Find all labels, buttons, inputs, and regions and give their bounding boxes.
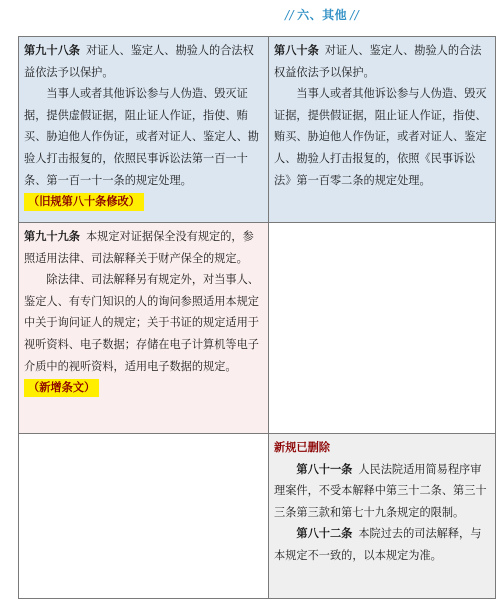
table-row (19, 434, 496, 599)
article-text: 本规定对证据保全没有规定的，参照适用法律、司法解释关于财产保全的规定。 (24, 230, 254, 265)
table-row (19, 37, 496, 223)
new-rule-cell (19, 37, 269, 223)
table-row (19, 223, 496, 434)
section-title: 六、其他 (297, 8, 348, 22)
empty-cell (19, 434, 269, 599)
decor-slash-right: // (350, 8, 360, 22)
article-paragraph: 除法律、司法解释另有规定外，对当事人、鉴定人、有专门知识的人的询问参照适用本规定中关于询问证人的规定；关于书证的规定适用于视听资料、电子数据；存储在电子计算机等电子介质中的视听资料，适用电子数据的规定。 (24, 273, 259, 373)
deleted-title: 新规已删除 (274, 441, 330, 454)
article-number: 第九十九条 (24, 230, 80, 243)
revision-tag: （旧规第八十条修改） (24, 193, 144, 211)
section-title-wrap (282, 6, 362, 23)
deleted-rule-cell (269, 434, 496, 599)
article-number: 第八十一条 (296, 462, 353, 476)
article-paragraph: 当事人或者其他诉讼参与人伪造、毁灭证据，提供虚假证据，阻止证人作证，指使、贿买、胁迫他人作伪证，或者对证人、鉴定人、勘验人打击报复的，依照民事诉讼法第一百一十条、第一百一十一条的规定处理。 (24, 87, 259, 187)
article-text: 本院过去的司法解释，与本规定不一致的，以本规定为准。 (274, 527, 482, 562)
new-article-tag: （新增条文） (24, 379, 99, 397)
article-text: 人民法院适用简易程序审理案件，不受本解释中第三十二条、第三十三条第三款和第七十九条规定的限制。 (274, 462, 487, 519)
article-text: 对证人、鉴定人、勘验人的合法权益依法予以保护。 (274, 44, 482, 79)
section-header (0, 0, 502, 30)
new-rule-cell (19, 223, 269, 434)
decor-slash-left: // (285, 8, 295, 22)
old-rule-cell (269, 37, 496, 223)
article-number: 第八十二条 (296, 527, 353, 541)
article-text: 对证人、鉴定人、勘验人的合法权益依法予以保护。 (24, 44, 254, 79)
article-number: 第八十条 (274, 44, 319, 57)
article-number: 第九十八条 (24, 44, 80, 57)
empty-cell (269, 223, 496, 434)
comparison-table (18, 36, 496, 599)
article-paragraph: 当事人或者其他诉讼参与人伪造、毁灭证据，提供假证据，阻止证人作证，指使、贿买、胁迫他人作伪证，或者对证人、鉴定人、勘验人打击报复的，依照《民事诉讼法》第一百零二条的规定处理。 (274, 87, 487, 187)
